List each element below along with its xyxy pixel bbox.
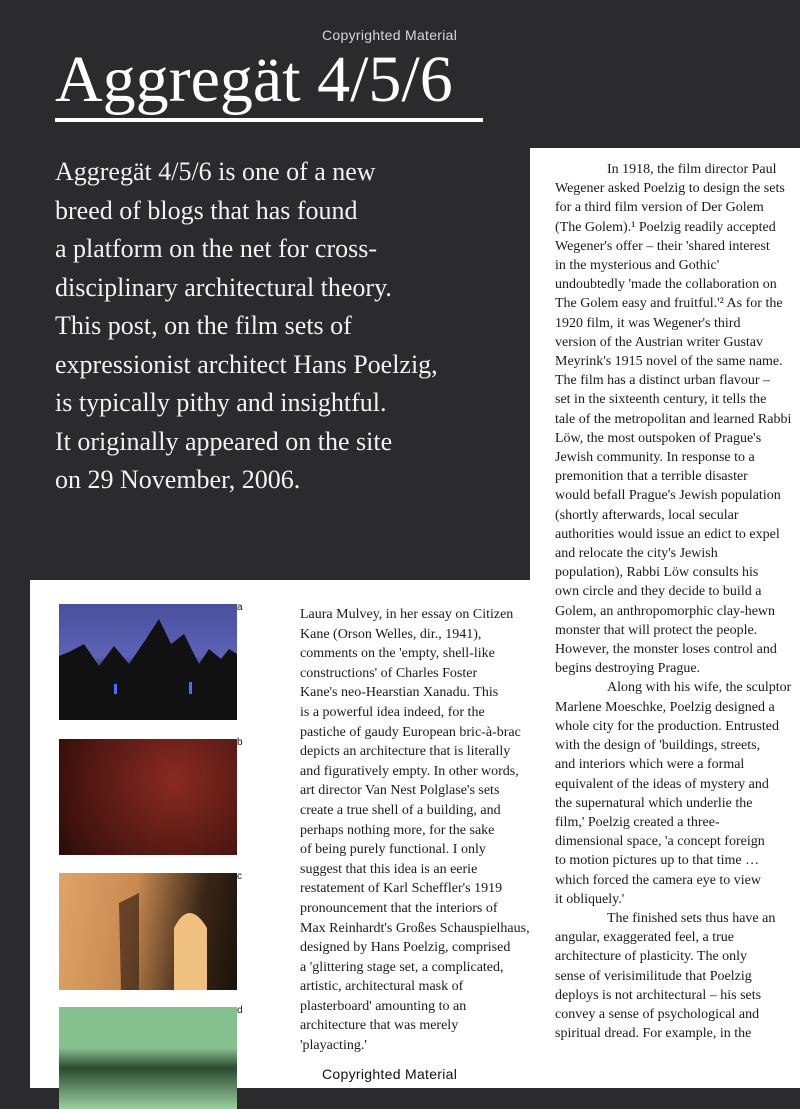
text-line: undoubtedly 'made the collaboration on bbox=[555, 277, 777, 293]
text-line: tale of the metropolitan and learned Rabbi bbox=[555, 411, 792, 427]
text-line: with the design of 'buildings, streets, bbox=[555, 738, 761, 754]
copyright-header: Copyrighted Material bbox=[322, 27, 458, 43]
text-line: depicts an architecture that is literally bbox=[300, 744, 511, 760]
text-line: suggest that this idea is an eerie bbox=[300, 861, 478, 877]
text-line: The film has a distinct urban flavour – bbox=[555, 373, 770, 389]
intro-line: expressionist architect Hans Poelzig, bbox=[55, 349, 438, 379]
text-line: it obliquely.' bbox=[555, 891, 625, 907]
text-line: angular, exaggerated feel, a true bbox=[555, 930, 734, 946]
text-line: Löw, the most outspoken of Prague's bbox=[555, 430, 762, 446]
text-line: deploys is not architectural – his sets bbox=[555, 987, 762, 1003]
text-line: In 1918, the film director Paul bbox=[607, 162, 777, 177]
intro-line: breed of blogs that has found bbox=[55, 195, 358, 225]
right-column-text bbox=[555, 160, 800, 1043]
text-line: art director Van Nest Polglase's sets bbox=[300, 783, 500, 799]
text-line: pastiche of gaudy European bric-à-brac bbox=[300, 724, 521, 740]
text-line: restatement of Karl Scheffler's 1919 bbox=[300, 881, 503, 897]
intro-line: Aggregät 4/5/6 is one of a new bbox=[55, 157, 376, 186]
film-still-d bbox=[59, 1005, 243, 1109]
text-line: sense of verisimilitude that Poelzig bbox=[555, 968, 752, 984]
intro-line: It originally appeared on the site bbox=[55, 426, 393, 456]
text-line: population), Rabbi Löw consults his bbox=[555, 565, 759, 581]
text-line: the supernatural which underlie the bbox=[555, 795, 753, 811]
figure-label: b bbox=[237, 737, 245, 748]
text-line: However, the monster loses control and bbox=[555, 642, 777, 658]
text-line: 1920 film, it was Wegener's third bbox=[555, 315, 741, 331]
text-line: equivalent of the ideas of mystery and bbox=[555, 776, 769, 792]
text-line: pronouncement that the interiors of bbox=[300, 900, 498, 916]
text-line: comments on the 'empty, shell-like bbox=[300, 646, 495, 662]
title-underline bbox=[55, 118, 483, 122]
film-still-b bbox=[59, 737, 243, 855]
text-line: spiritual dread. For example, in the bbox=[555, 1026, 752, 1042]
text-line: and interiors which were a formal bbox=[555, 757, 745, 773]
intro-line: on 29 November, 2006. bbox=[55, 465, 301, 494]
text-line: is a powerful idea indeed, for the bbox=[300, 704, 485, 720]
text-line: of being purely functional. I only bbox=[300, 842, 486, 858]
text-line: dimensional space, 'a concept foreign bbox=[555, 834, 765, 850]
text-line: (shortly afterwards, local secular bbox=[555, 507, 739, 523]
text-line: perhaps nothing more, for the sake bbox=[300, 822, 495, 838]
text-line: convey a sense of psychological and bbox=[555, 1006, 760, 1022]
text-line: which forced the camera eye to view bbox=[555, 872, 762, 888]
text-line: Kane's neo-Hearstian Xanadu. This bbox=[300, 685, 499, 701]
text-line: Marlene Moeschke, Poelzig designed a bbox=[555, 699, 775, 715]
text-line: to motion pictures up to that time … bbox=[555, 853, 760, 869]
intro-text bbox=[55, 153, 525, 500]
text-line: architecture that was merely bbox=[300, 1018, 459, 1034]
text-line: create a true shell of a building, and bbox=[300, 802, 501, 818]
peaked-roofs-silhouette bbox=[59, 604, 237, 720]
text-line: Jewish community. In response to a bbox=[555, 450, 755, 466]
text-line: The Golem easy and fruitful.'² As for the bbox=[555, 296, 783, 312]
text-line: in the mysterious and Gothic' bbox=[555, 258, 720, 274]
text-line: premonition that a terrible disaster bbox=[555, 469, 748, 485]
text-line: and relocate the city's Jewish bbox=[555, 546, 718, 562]
text-line: The finished sets thus have an bbox=[607, 910, 776, 926]
figure-label: c bbox=[237, 871, 245, 882]
text-line: designed by Hans Poelzig, comprised bbox=[300, 940, 511, 956]
text-line: plasterboard' amounting to an bbox=[300, 998, 467, 1014]
text-line: and figuratively empty. In other words, bbox=[300, 763, 519, 779]
copyright-footer: Copyrighted Material bbox=[322, 1066, 458, 1082]
text-line: Max Reinhardt's Großes Schauspielhaus, bbox=[300, 920, 530, 936]
text-line: for a third film version of Der Golem bbox=[555, 200, 764, 216]
text-line: Golem, an anthropomorphic clay-hewn bbox=[555, 603, 776, 619]
gothic-arch-shape bbox=[59, 873, 237, 990]
text-line: monster that will protect the people. bbox=[555, 622, 758, 638]
text-line: would befall Prague's Jewish population bbox=[555, 488, 781, 504]
text-line: Wegener asked Poelzig to design the sets bbox=[555, 181, 785, 197]
film-still-a bbox=[59, 602, 243, 720]
figure-label: a bbox=[237, 602, 245, 613]
intro-line: This post, on the film sets of bbox=[55, 311, 352, 340]
text-line: constructions' of Charles Foster bbox=[300, 665, 478, 681]
text-line: artistic, architectural mask of bbox=[300, 979, 464, 995]
text-line: Wegener's offer – their 'shared interest bbox=[555, 238, 770, 254]
text-line: Along with his wife, the sculptor bbox=[607, 680, 792, 696]
text-line: Laura Mulvey, in her essay on Citizen bbox=[300, 607, 514, 622]
text-line: 'playacting.' bbox=[300, 1038, 367, 1054]
text-line: film,' Poelzig created a three- bbox=[555, 814, 720, 830]
intro-line: is typically pithy and insightful. bbox=[55, 388, 387, 417]
film-still-c bbox=[59, 871, 242, 990]
text-line: architecture of plasticity. The only bbox=[555, 949, 748, 965]
text-line: begins destroying Prague. bbox=[555, 661, 701, 677]
text-line: a 'glittering stage set, a complicated, bbox=[300, 959, 504, 975]
intro-line: a platform on the net for cross- bbox=[55, 234, 378, 263]
page-title: Aggregät 4/5/6 bbox=[55, 43, 453, 116]
text-line: whole city for the production. Entrusted bbox=[555, 718, 779, 734]
text-line: (The Golem).¹ Poelzig readily accepted bbox=[555, 219, 776, 235]
text-line: Kane (Orson Welles, dir., 1941), bbox=[300, 626, 482, 642]
middle-column-text bbox=[300, 605, 545, 1056]
text-line: authorities would issue an edict to expel bbox=[555, 526, 780, 542]
text-line: Meyrink's 1915 novel of the same name. bbox=[555, 354, 783, 370]
text-line: own circle and they decide to build a bbox=[555, 584, 762, 600]
text-line: set in the sixteenth century, it tells the bbox=[555, 392, 767, 408]
figure-label: d bbox=[237, 1005, 245, 1016]
intro-line: disciplinary architectural theory. bbox=[55, 272, 392, 302]
text-line: version of the Austrian writer Gustav bbox=[555, 334, 764, 350]
